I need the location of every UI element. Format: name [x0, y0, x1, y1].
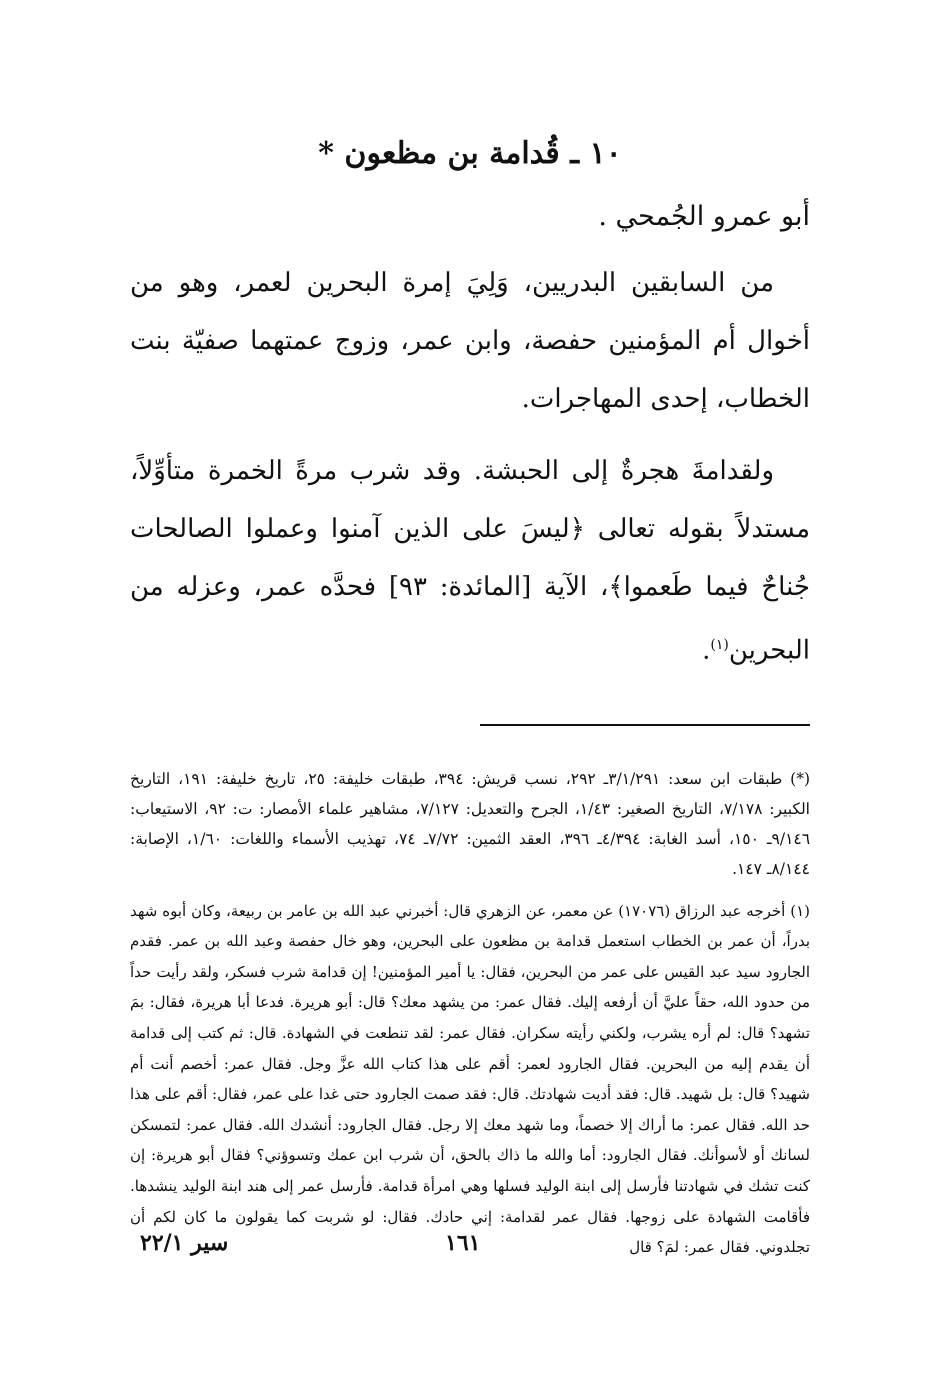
- biography-heading: ١٠ ـ قُدامة بن مظعون *: [318, 136, 622, 171]
- paragraph-hijra: [130, 442, 810, 680]
- kunya-line: أبو عمرو الجُمحي .: [598, 201, 810, 232]
- page-footer: [120, 1230, 820, 1270]
- paragraph-hijra-end: .: [702, 635, 711, 666]
- signature-mark: سير ٢٢/١: [140, 1230, 229, 1256]
- footnote-ref: (١): [710, 637, 729, 653]
- footnote-1: (١) أخرجه عبد الرزاق (١٧٠٧٦) عن معمر، عن الزهري قال: أخبرني عبد الله بن عامر بن ربيعة، وكان أبوه شهد بدراً، أن عمر بن الخطاب استعمل قدامة بن مظعون على البحرين، وهو خال حفصة وعبد الله بن عمر. فقدم الجارود سيد عبد القيس على عمر من البحرين، فقال: يا أمير المؤمنين! إن قدامة شرب فسكر، ولقد رأيت حداً من حدود الله، حقاً عليَّ أن أرفعه إليك. فقال عمر: من يشهد معك؟ قال: أبو هريرة. فدعا أبا هريرة، فقال: بمَ تشهد؟ قال: لم أره يشرب، ولكني رأيته سكران. فقال عمر: لقد تنطعت في الشهادة. قال: ثم كتب إلى قدامة أن يقدم إليه من البحرين. فقال الجارود لعمر: أقم على هذا كتاب الله عزَّ وجل. فقال عمر: أخصم أنت أم شهيد؟ قال: بل شهيد. قال: فقد أديت شهادتك. قال: فقد صمت الجارود حتى غدا على عمر، فقال: أقم على هذا حد الله. فقال عمر: ما أراك إلا خصماً، وما شهد معك إلا رجل. فقال الجارود: أنشدك الله. فقال عمر: لتمسكن لسانك أو لأسوأنك. فقال الجارود: أما والله ما ذاك بالحق، أن شرب ابن عمك وتسوؤني؟ فقال أبو هريرة: إن كنت تشك في شهادتنا فأرسل إلى ابنة الوليد فسلها وهي امرأة قدامة. فأرسل عمر إلى هند ابنة الوليد ينشدها. فأقامت الشهادة على زوجها. فقال عمر لقدامة: إني حادك. فقال: لو شربت كما يقولون ما كان لكم أن تجلدوني. فقال عمر: لمَ؟ قال: [130, 901, 810, 1257]
- paragraph-intro: من السابقين البدريين، وَلِيَ إمرة البحرين لعمر، وهو من أخوال أم المؤمنين حفصة، وابن عمر، وزوج عمتهما صفيّة بنت الخطاب، إحدى المهاجرات.: [130, 268, 810, 414]
- page-number: ١٦١: [445, 1230, 481, 1256]
- page-body: [130, 130, 810, 1310]
- sources-note: (*) طبقات ابن سعد: ٣/١/٢٩١ـ ٢٩٢، نسب قريش: ٣٩٤، طبقات خليفة: ٢٥، تاريخ خليفة: ١٩١، التاريخ الكبير: ٧/١٧٨، التاريخ الصغير: ١/٤٣، الجرح والتعديل: ٧/١٢٧، مشاهير علماء الأمصار: ت: ٩٢، الاستيعاب: ٩/١٤٦ـ ١٥٠، أسد الغابة: ٤/٣٩٤ـ ٣٩٦، العقد الثمين: ٧/٧٢ـ ٧٤، تهذيب الأسماء واللغات: ١/٦٠، الإصابة: ٨/١٤٤ـ ١٤٧.: [130, 769, 811, 878]
- footnote-divider: [480, 724, 810, 726]
- paragraph-hijra-text: ولقدامةَ هجرةٌ إلى الحبشة. وقد شرب مرةً الخمرة متأوِّلاً، مستدلاً بقوله تعالى ﴿ليسَ على الذين آمنوا وعملوا الصالحات جُناحٌ فيما طَعموا﴾، الآية [المائدة: ٩٣] فحدَّه عمر، وعزله من البحرين: [130, 456, 810, 666]
